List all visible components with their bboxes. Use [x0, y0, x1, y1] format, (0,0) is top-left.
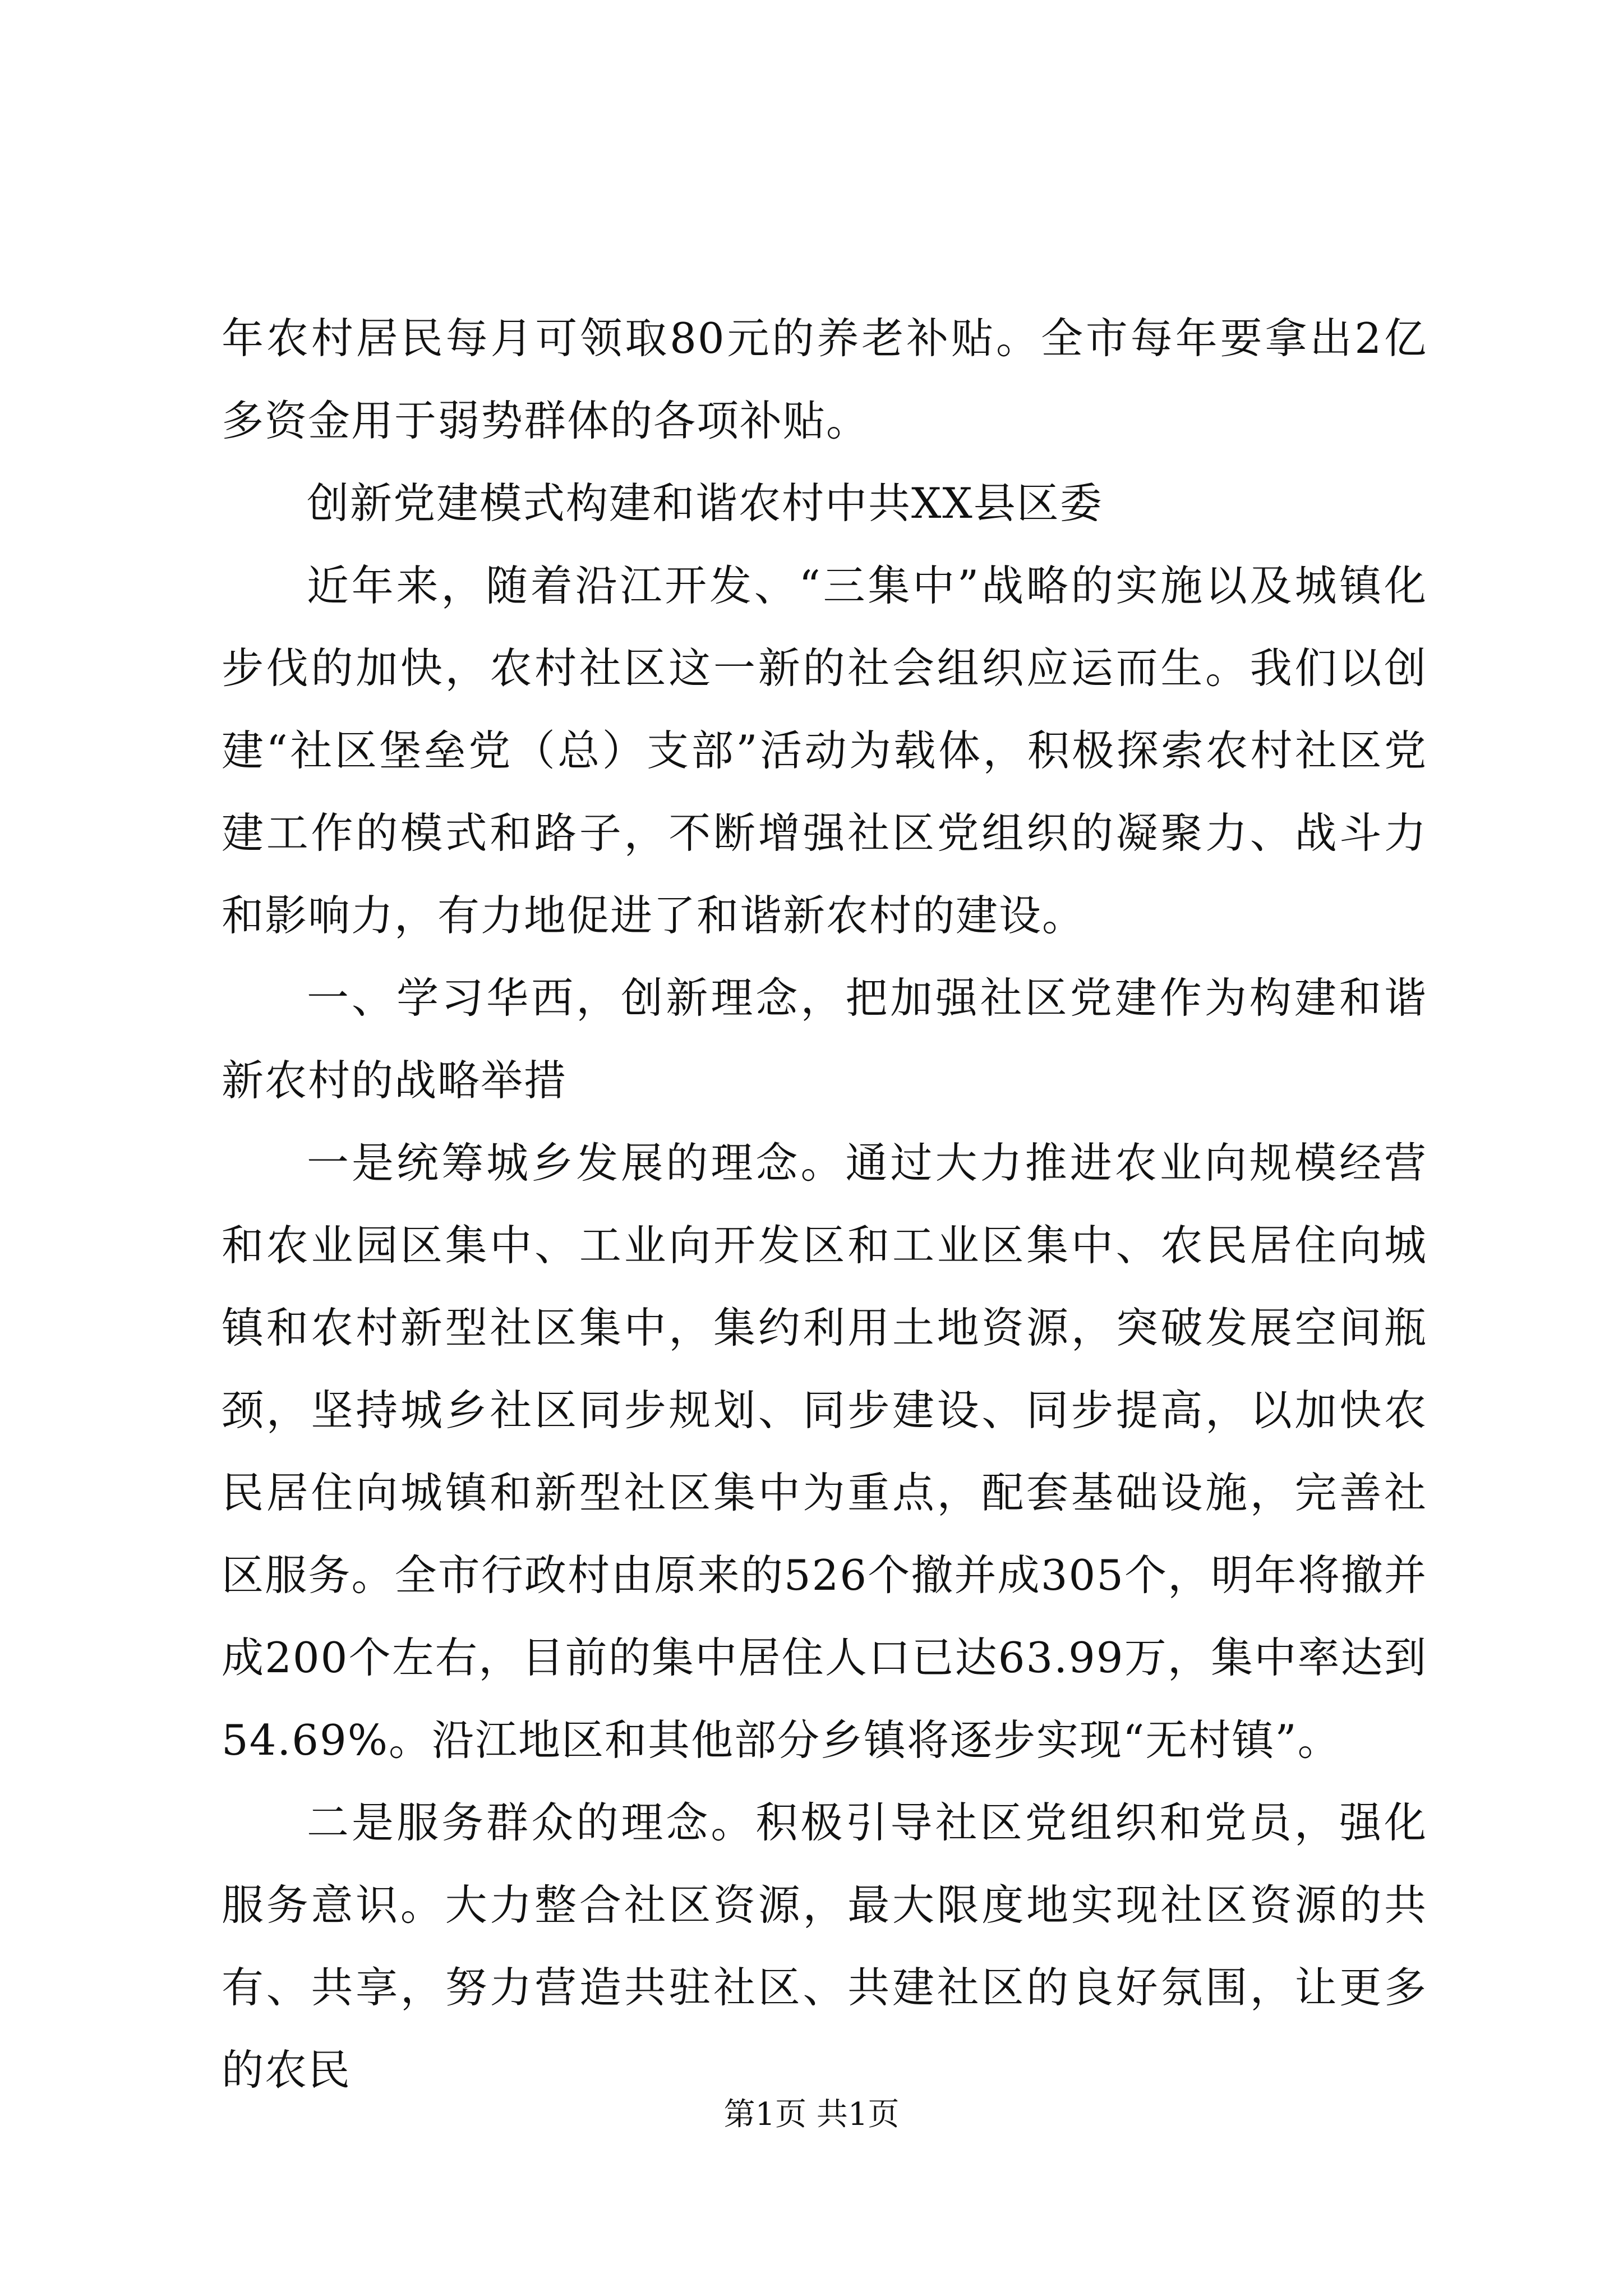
paragraph-1: 年农村居民每月可领取80元的养老补贴。全市每年要拿出2亿多资金用于弱势群体的各项补贴。 — [222, 314, 1427, 445]
paragraph-3: 近年来，随着沿江开发、“三集中”战略的实施以及城镇化步伐的加快，农村社区这一新的社会组织应运而生。我们以创建“社区堡垒党（总）支部”活动为载体，积极探索农村社区党建工作的模式和路子，不断增强社区党组织的凝聚力、战斗力和影响力，有力地促进了和谐新农村的建设。 — [222, 561, 1427, 940]
paragraph-4-section-heading: 一、学习华西，创新理念，把加强社区党建作为构建和谐新农村的战略举措 — [222, 973, 1427, 1105]
paragraph-2-heading: 创新党建模式构建和谐农村中共XX县区委 — [307, 478, 1103, 528]
page-footer: 第1页 共1页 — [723, 2096, 900, 2133]
document-body — [222, 297, 1427, 2111]
paragraph-5: 一是统筹城乡发展的理念。通过大力推进农业向规模经营和农业园区集中、工业向开发区和工业区集中、农民居住向城镇和农村新型社区集中，集约利用土地资源，突破发展空间瓶颈，坚持城乡社区同步规划、同步建设、同步提高，以加快农民居住向城镇和新型社区集中为重点，配套基础设施，完善社区服务。全市行政村由原来的526个撤并成305个，明年将撤并成200个左右，目前的集中居住人口已达63.99万，集中率达到54.69%。沿江地区和其他部分乡镇将逐步实现“无村镇”。 — [222, 1138, 1427, 1765]
paragraph-6: 二是服务群众的理念。积极引导社区党组织和党员，强化服务意识。大力整合社区资源，最大限度地实现社区资源的共有、共享，努力营造共驻社区、共建社区的良好氛围，让更多的农民 — [222, 1798, 1427, 2095]
